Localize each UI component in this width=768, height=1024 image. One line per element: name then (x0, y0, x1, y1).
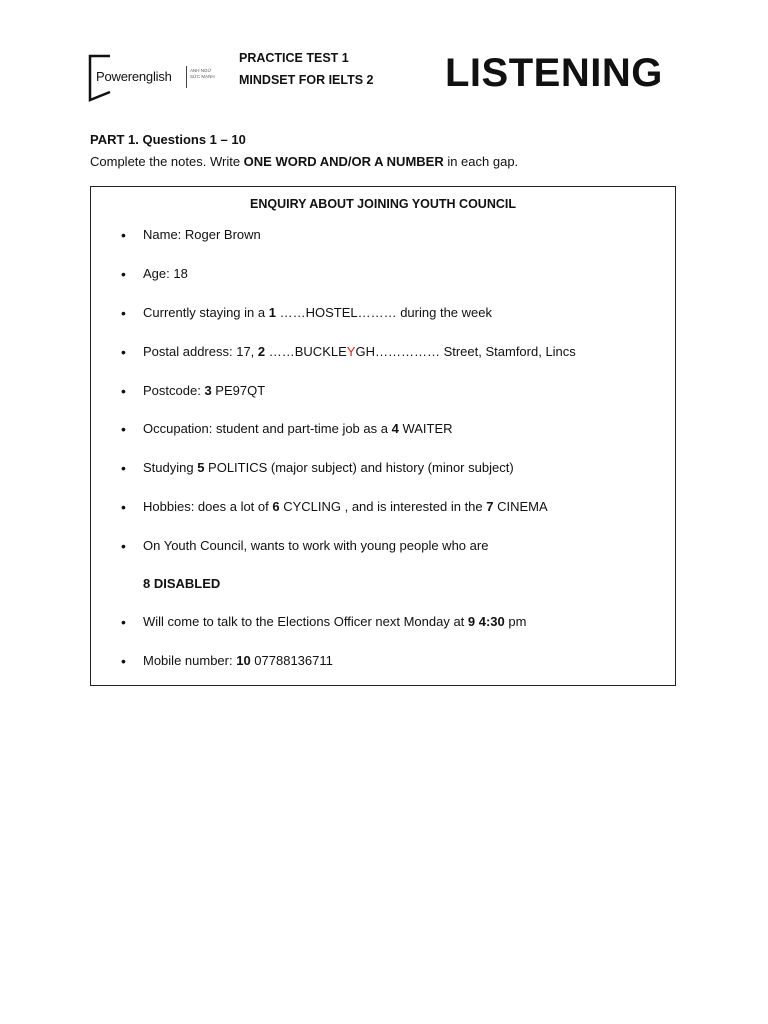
list-item-q5: • Studying 5 POLITICS (major subject) and history (minor subject) (121, 460, 514, 476)
notes-title: ENQUIRY ABOUT JOINING YOUTH COUNCIL (250, 197, 516, 211)
bullet-icon: • (121, 305, 126, 321)
book-title-label: MINDSET FOR IELTS 2 (239, 73, 374, 87)
bullet-icon: • (121, 460, 126, 476)
bullet-icon: • (121, 614, 126, 630)
list-item-q10: • Mobile number: 10 07788136711 (121, 653, 333, 669)
q8-answer: 8 DISABLED (143, 576, 221, 591)
bullet-icon: • (121, 653, 126, 669)
instructions: Complete the notes. Write ONE WORD AND/OR A NUMBER in each gap. (90, 154, 519, 169)
power-english-logo (88, 54, 215, 102)
test-info (239, 47, 374, 91)
list-item-age: • Age: 18 (121, 266, 188, 282)
list-item-q8: • On Youth Council, wants to work with young people who are (121, 538, 489, 554)
list-item-q9: • Will come to talk to the Elections Officer next Monday at 9 4:30 pm (121, 614, 527, 630)
list-item-q2: • Postal address: 17, 2 ……BUCKLEYGH…………… Street, Stamford, Lincs (121, 344, 576, 360)
part-heading: PART 1. Questions 1 – 10 (90, 132, 246, 147)
correction-highlight: Y (346, 344, 356, 359)
bullet-icon: • (121, 227, 126, 243)
list-item-q1: • Currently staying in a 1 ……HOSTEL……… during the week (121, 305, 492, 321)
bullet-icon: • (121, 344, 126, 360)
page-title: LISTENING (445, 51, 663, 95)
bullet-icon: • (121, 499, 126, 515)
bullet-icon: • (121, 421, 126, 437)
list-item-q6-q7: • Hobbies: does a lot of 6 CYCLING , and is interested in the 7 CINEMA (121, 499, 548, 515)
bullet-icon: • (121, 266, 126, 282)
practice-test-label: PRACTICE TEST 1 (239, 51, 349, 65)
list-item-q3: • Postcode: 3 PE97QT (121, 383, 266, 399)
bullet-icon: • (121, 383, 126, 399)
bullet-icon: • (121, 538, 126, 554)
list-item-q4: • Occupation: student and part-time job as a 4 WAITER (121, 421, 453, 437)
notes-box (90, 186, 676, 686)
logo-separator (186, 66, 187, 88)
list-item-name: • Name: Roger Brown (121, 227, 261, 243)
logo-brand-text: Powerenglish (96, 69, 172, 84)
logo-tagline: ANH NGỮ SỨC MẠNH (190, 68, 215, 79)
